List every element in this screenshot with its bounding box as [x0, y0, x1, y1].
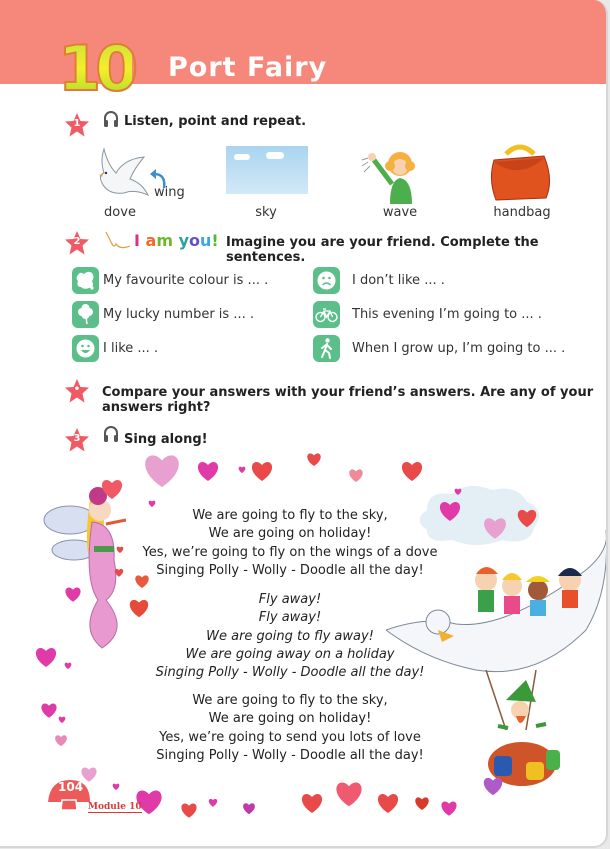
heart-icon: [114, 568, 124, 577]
compare-instruction-line1: Compare your answers with your friend’s answers. Are any of your: [102, 385, 594, 400]
lyric-line: Singing Polly - Wolly - Doodle all the day!: [156, 562, 424, 578]
bicycle-icon: [313, 301, 340, 328]
vocab-label-sky: sky: [255, 205, 277, 220]
headphones-icon: [103, 425, 119, 443]
heart-icon: [100, 478, 124, 500]
lyric-line: Fly away!: [258, 592, 322, 607]
heart-icon: [242, 802, 256, 815]
waving-girl-picture: [360, 146, 426, 204]
sentence-grow-up: When I grow up, I’m going to ... .: [352, 341, 566, 356]
lyric-line: We are going to fly to the sky,: [192, 508, 388, 523]
exercise-2-instruction: Imagine you are your friend. Complete the sentences.: [226, 235, 539, 265]
title-letter: o: [189, 231, 201, 250]
sentence-i-like: I like ... .: [103, 341, 159, 356]
heart-icon: [400, 460, 424, 482]
title-letter: I: [134, 231, 140, 250]
exercise-extra-star-badge: •: [64, 378, 90, 404]
lyric-line: We are going on holiday!: [208, 711, 372, 727]
title-letter: a: [145, 231, 157, 250]
exercise-1-instruction: Listen, point and repeat.: [124, 114, 307, 129]
sentence-this-evening: This evening I’m going to ... .: [352, 307, 542, 322]
unit-number: 10: [58, 32, 133, 105]
heart-icon: [116, 546, 124, 553]
headphones-icon: [103, 110, 119, 128]
lyric-line: We are going on holiday!: [208, 526, 372, 542]
dove-picture: [94, 139, 154, 205]
lyric-line: Singing Polly - Wolly - Doodle all the day!: [155, 665, 425, 681]
exercise-3-instruction: Sing along!: [124, 432, 208, 447]
sentence-favourite-colour: My favourite colour is ... .: [103, 273, 269, 288]
pencil-icon: [104, 230, 132, 252]
lyric-line: Yes, we’re going to send you lots of love: [159, 729, 421, 745]
unit-title: Port Fairy: [168, 52, 328, 83]
lyric-line: We are going to fly to the sky,: [192, 693, 388, 708]
page-number: 104: [58, 780, 84, 794]
lyrics-verse-1: [110, 507, 470, 580]
lyric-line: We are going away on a holiday: [185, 646, 395, 662]
paint-splash-icon: [72, 267, 99, 294]
wing-callout: wing: [154, 185, 185, 200]
heart-icon: [128, 598, 150, 618]
heart-icon: [482, 776, 504, 796]
module-label: Module 10: [88, 802, 142, 812]
lyric-line: Yes, we’re going to fly on the wings of a dove: [142, 544, 438, 560]
compare-instruction-line2: answers right?: [102, 400, 211, 415]
i-am-you-letters: [134, 231, 219, 250]
heart-icon: [180, 802, 198, 819]
heart-icon: [482, 516, 508, 540]
heart-icon: [148, 500, 156, 507]
heart-icon: [134, 574, 150, 589]
title-letter: m: [156, 231, 173, 250]
heart-icon: [40, 702, 58, 719]
exercise-3-star-badge: 3: [64, 427, 90, 453]
title-letter: u: [200, 231, 212, 250]
vocab-label-handbag: handbag: [493, 205, 551, 220]
smiley-icon: [72, 335, 99, 362]
heart-icon: [196, 460, 220, 482]
sky-picture: [226, 146, 308, 194]
heart-icon: [34, 646, 58, 668]
vocab-label-dove: dove: [104, 205, 136, 220]
heart-icon: [414, 796, 430, 811]
sad-face-icon: [313, 267, 340, 294]
walking-person-icon: [313, 335, 340, 362]
heart-icon: [112, 783, 120, 790]
lyrics-verse-2: [110, 692, 470, 765]
lyric-line: We are going to fly away!: [206, 628, 374, 644]
lyrics-chorus: [110, 591, 470, 682]
vocab-label-wave: wave: [382, 205, 418, 220]
lyric-line: Fly away!: [258, 610, 322, 626]
heart-icon: [376, 792, 400, 814]
heart-icon: [454, 488, 462, 495]
sentence-lucky-number: My lucky number is ... .: [103, 307, 254, 322]
title-letter: !: [211, 231, 219, 250]
i-am-you-title: [134, 231, 219, 250]
heart-icon: [440, 800, 458, 817]
heart-icon: [438, 500, 462, 522]
exercise-1-star-badge: 1: [64, 112, 90, 138]
heart-icon: [306, 452, 322, 467]
heart-icon: [300, 792, 324, 814]
heart-icon: [238, 466, 246, 473]
heart-icon: [54, 734, 68, 747]
heart-icon: [348, 468, 364, 483]
clover-icon: [72, 301, 99, 328]
heart-icon: [64, 662, 72, 669]
title-letter: y: [178, 231, 190, 250]
lyric-line: Singing Polly - Wolly - Doodle all the day!: [156, 747, 424, 763]
heart-icon: [58, 716, 66, 723]
heart-icon: [516, 508, 538, 528]
heart-icon: [64, 586, 82, 603]
sentence-dont-like: I don’t like ... .: [352, 273, 445, 288]
heart-icon: [334, 780, 364, 808]
heart-icon: [142, 452, 182, 489]
exercise-2-star-badge: 2: [64, 230, 90, 256]
heart-icon: [208, 798, 218, 807]
heart-icon: [250, 460, 274, 482]
handbag-picture: [486, 140, 554, 202]
